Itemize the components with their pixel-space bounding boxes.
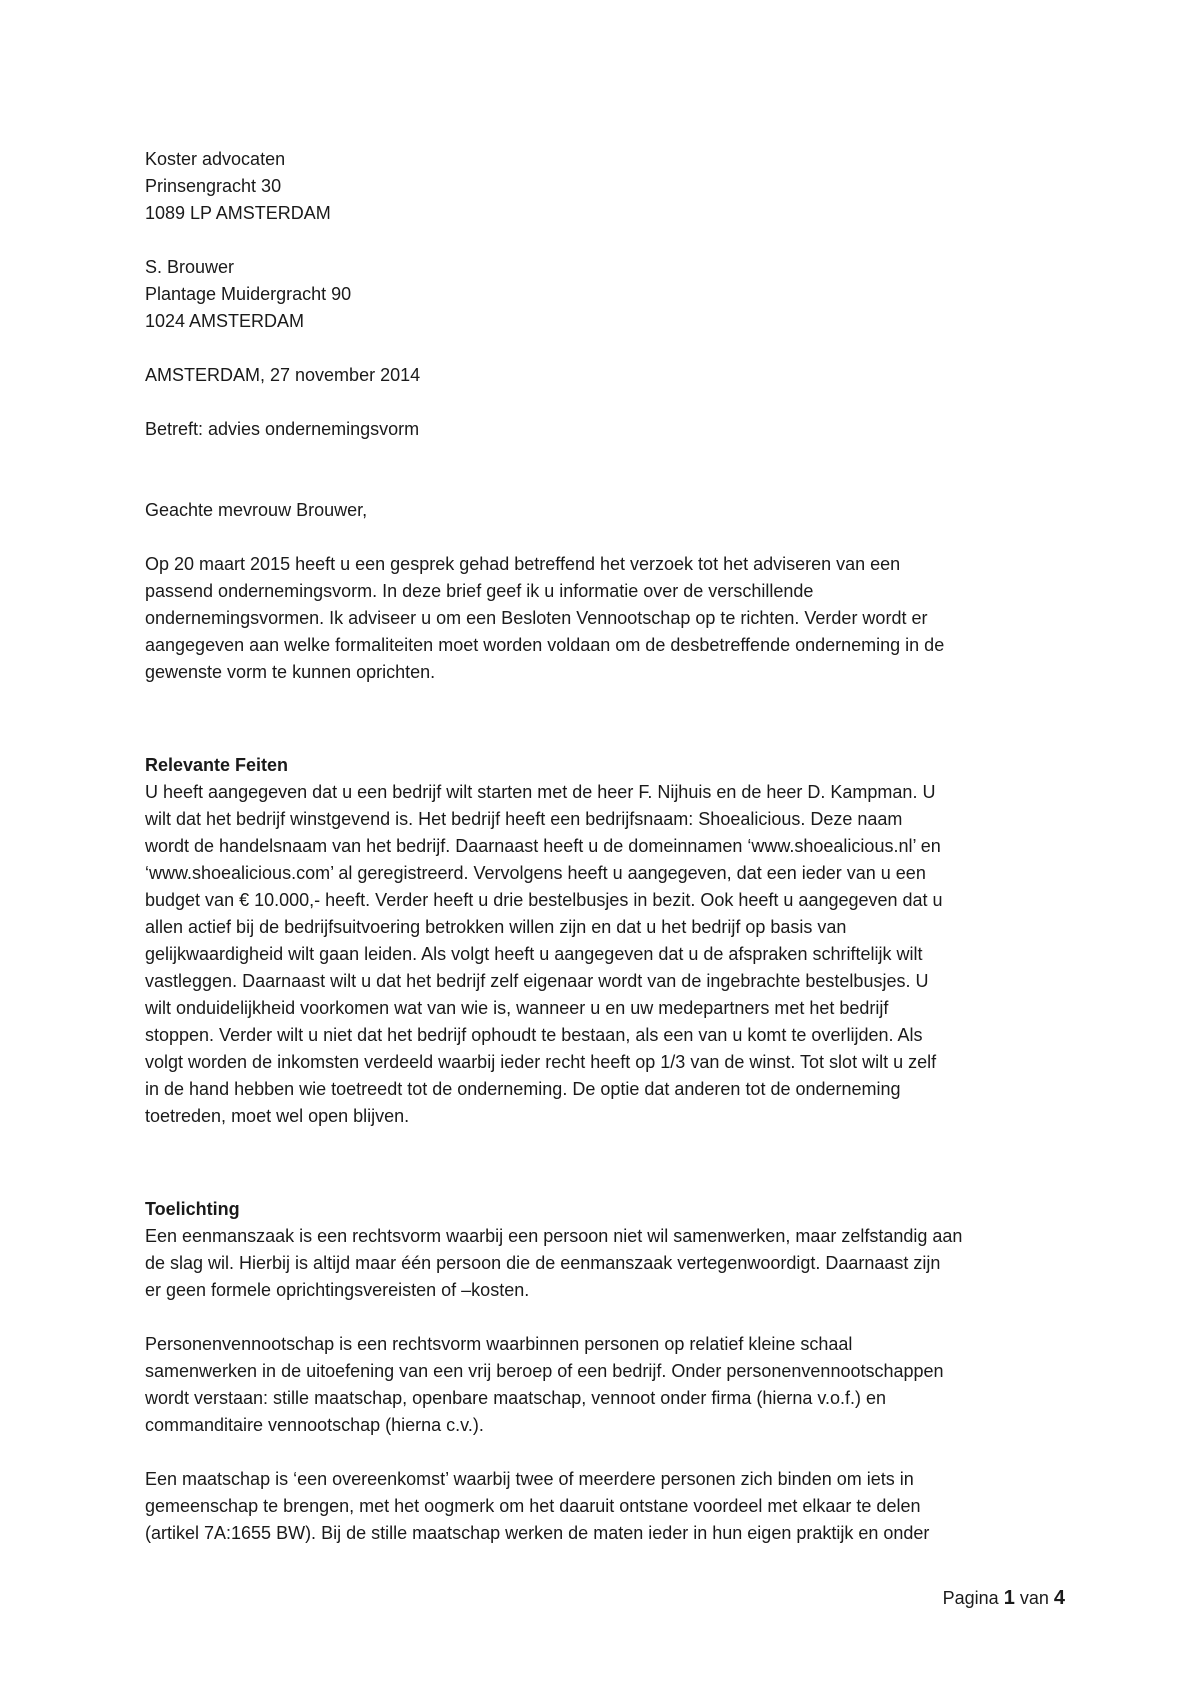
of-label: van [1019,1588,1049,1608]
paragraph-line: toetreden, moet wel open blijven. [145,1106,410,1126]
paragraph-line: gelijkwaardigheid wilt gaan leiden. Als volgt heeft u aangegeven dat u de afspraken schriftelijk wilt [145,944,923,964]
intro-line: Op 20 maart 2015 heeft u een gesprek gehad betreffend het verzoek tot het adviseren van een [145,554,901,574]
paragraph-line: U heeft aangegeven dat u een bedrijf wilt starten met de heer F. Nijhuis en de heer D. Kampman. U [145,782,936,802]
paragraph-line: Een eenmanszaak is een rechtsvorm waarbij een persoon niet wil samenwerken, maar zelfstandig aan [145,1226,963,1246]
section-heading: Relevante Feiten [145,755,289,775]
page-total: 4 [1053,1587,1065,1609]
sender-address [145,146,1065,227]
subject-line: Betreft: advies ondernemingsvorm [145,419,420,439]
page-footer [943,1585,1065,1612]
paragraph-line: Personenvennootschap is een rechtsvorm waarbinnen personen op relatief kleine schaal [145,1334,853,1354]
section-toelichting [145,1196,1065,1547]
section-heading: Toelichting [145,1199,240,1219]
paragraph-line: er geen formele oprichtingsvereisten of –kosten. [145,1280,530,1300]
recipient-name: S. Brouwer [145,257,235,277]
sender-street: Prinsengracht 30 [145,176,282,196]
paragraph-line: wordt verstaan: stille maatschap, openbare maatschap, vennoot onder firma (hierna v.o.f.) en [145,1388,887,1408]
paragraph-line: gemeenschap te brengen, met het oogmerk om het daaruit ontstane voordeel met elkaar te delen [145,1496,921,1516]
intro-line: passend ondernemingsvorm. In deze brief geef ik u informatie over de verschillende [145,581,814,601]
paragraph-line: wilt dat het bedrijf winstgevend is. Het bedrijf heeft een bedrijfsnaam: Shoealicious. Deze naam [145,809,903,829]
paragraph-line: ‘www.shoealicious.com’ al geregistreerd. Vervolgens heeft u aangegeven, dat een ieder van u een [145,863,926,883]
page-label: Pagina [942,1588,999,1608]
intro-line: gewenste vorm te kunnen oprichten. [145,662,436,682]
paragraph-line: allen actief bij de bedrijfsuitvoering betrokken willen zijn en dat u het bedrijf op basis van [145,917,847,937]
salutation: Geachte mevrouw Brouwer, [145,500,368,520]
paragraph-line: stoppen. Verder wilt u niet dat het bedrijf ophoudt te bestaan, als een van u komt te overlijden. Als [145,1025,923,1045]
sender-city: 1089 LP AMSTERDAM [145,203,331,223]
page-number: 1 [1003,1587,1015,1609]
intro-line: aangegeven aan welke formaliteiten moet worden voldaan om de desbetreffende onderneming in de [145,635,945,655]
date-line: AMSTERDAM, 27 november 2014 [145,365,421,385]
paragraph-line: commanditaire vennootschap (hierna c.v.). [145,1415,484,1435]
paragraph-line: (artikel 7A:1655 BW). Bij de stille maatschap werken de maten ieder in hun eigen praktijk en onder [145,1523,930,1543]
intro-line: ondernemingsvormen. Ik adviseer u om een Besloten Vennootschap op te richten. Verder wordt er [145,608,928,628]
paragraph-line: volgt worden de inkomsten verdeeld waarbij ieder recht heeft op 1/3 van de winst. Tot slot wilt u zelf [145,1052,937,1072]
paragraph-line: wilt onduidelijkheid voorkomen wat van wie is, wanneer u en uw medepartners met het bedrijf [145,998,889,1018]
recipient-street: Plantage Muidergracht 90 [145,284,352,304]
paragraph-line: de slag wil. Hierbij is altijd maar één persoon die de eenmanszaak vertegenwoordigt. Daarnaast zijn [145,1253,941,1273]
paragraph-line: budget van € 10.000,- heeft. Verder heeft u drie bestelbusjes in bezit. Ook heeft u aangegeven dat u [145,890,943,910]
letter-content [145,146,1065,1547]
paragraph-line: in de hand hebben wie toetreedt tot de onderneming. De optie dat anderen tot de onderneming [145,1079,901,1099]
sender-name: Koster advocaten [145,149,286,169]
section-relevante-feiten [145,752,1065,1130]
intro-paragraph [145,551,1065,686]
recipient-address [145,254,1065,335]
recipient-city: 1024 AMSTERDAM [145,311,305,331]
paragraph-line: samenwerken in de uitoefening van een vrij beroep of een bedrijf. Onder personenvennootschappen [145,1361,944,1381]
paragraph-line: Een maatschap is ‘een overeenkomst’ waarbij twee of meerdere personen zich binden om iets in [145,1469,914,1489]
paragraph-line: wordt de handelsnaam van het bedrijf. Daarnaast heeft u de domeinnamen ‘www.shoealicious.nl’ en [145,836,941,856]
paragraph-line: vastleggen. Daarnaast wilt u dat het bedrijf zelf eigenaar wordt van de ingebrachte bestelbusjes. U [145,971,929,991]
